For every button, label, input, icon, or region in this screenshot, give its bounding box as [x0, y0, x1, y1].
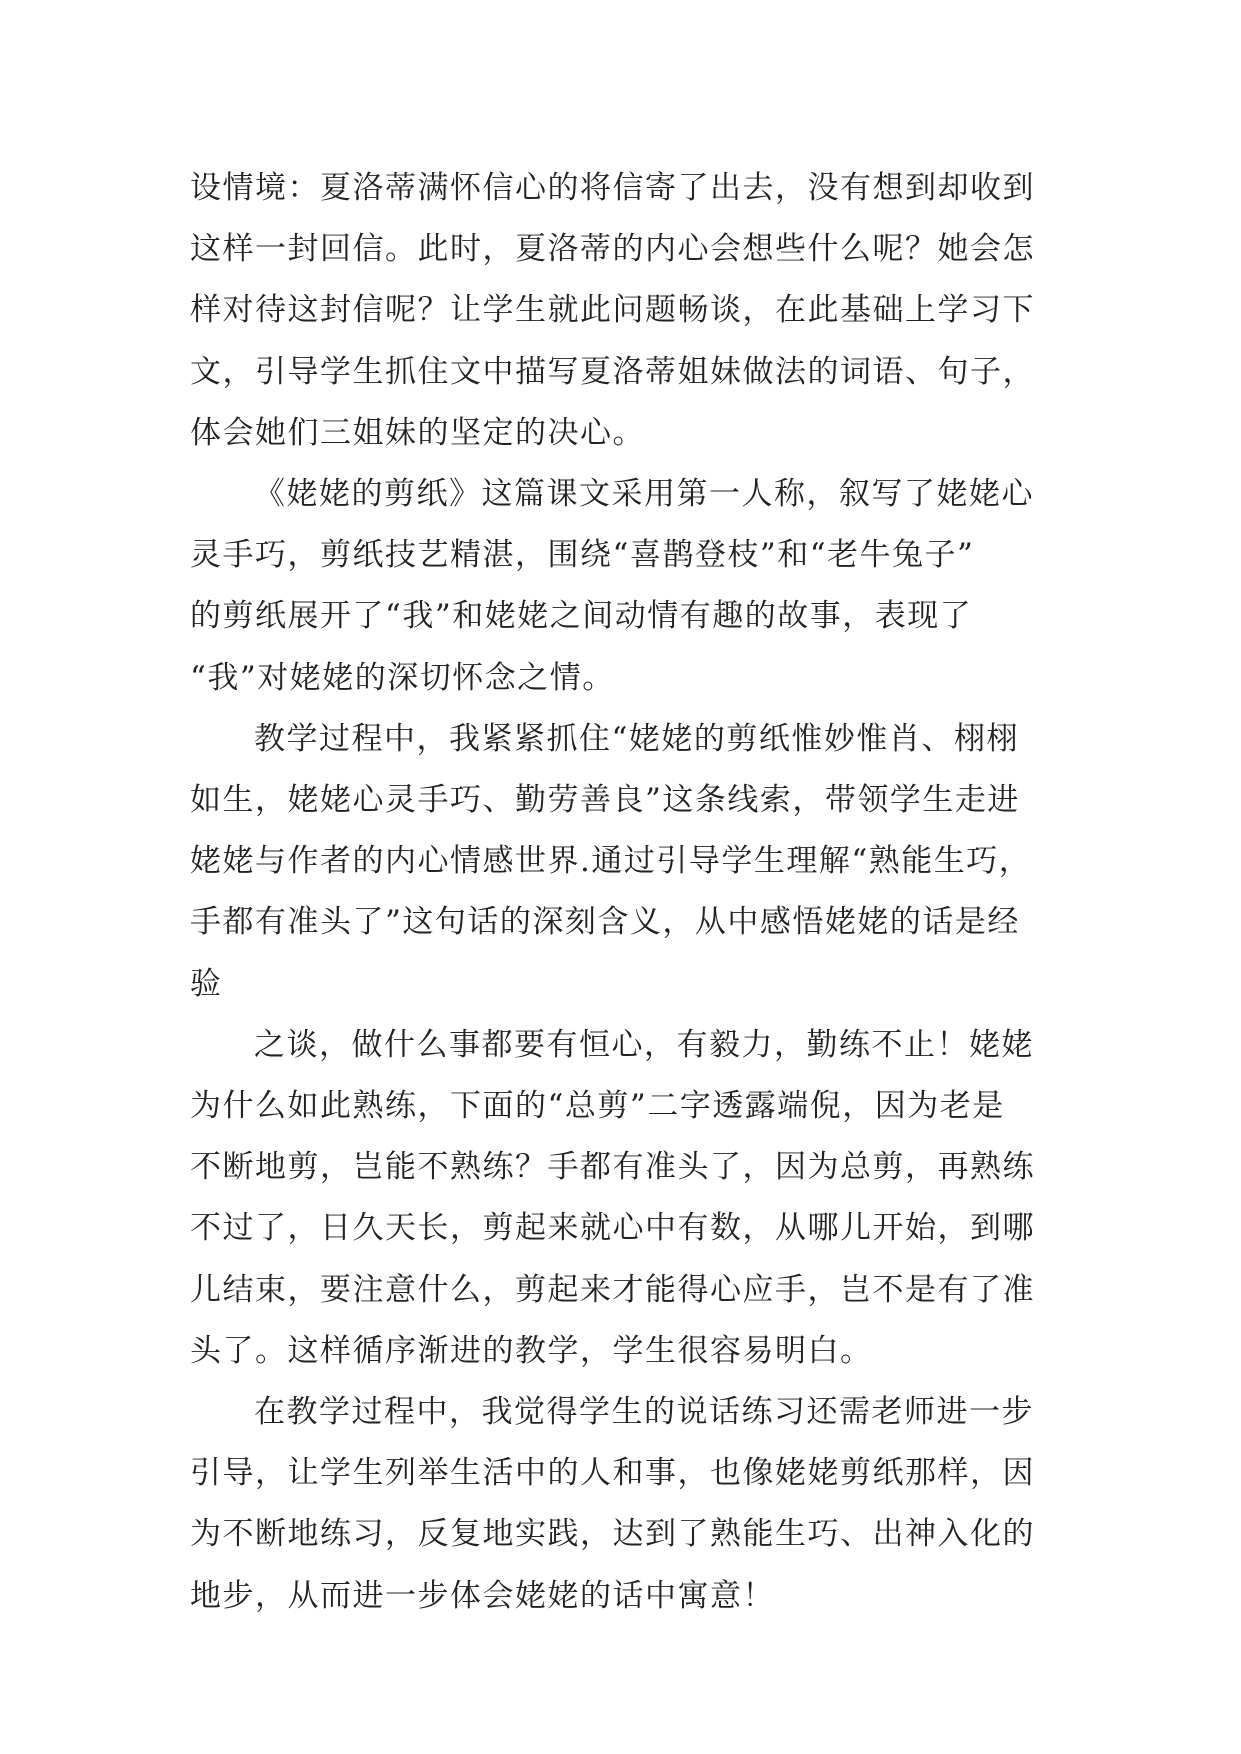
text-line: 地步，从而进一步体会姥姥的话中寓意！: [190, 1577, 775, 1614]
paragraph-start-line: 之谈，做什么事都要有恒心，有毅力，勤练不止！姥姥: [254, 1026, 1034, 1063]
text-line: 如生，姥姥心灵手巧、勤劳善良”这条线索，带领学生走进: [190, 782, 1020, 819]
text-line: 灵手巧，剪纸技艺精湛，围绕“喜鹊登枝”和“老牛兔子”: [190, 537, 975, 574]
text-line: 验: [190, 965, 223, 1002]
text-line: 引导，让学生列举生活中的人和事，也像姥姥剪纸那样，因: [190, 1455, 1035, 1492]
text-line: 设情境：夏洛蒂满怀信心的将信寄了出去，没有想到却收到: [190, 170, 1035, 206]
text-line: 体会她们三姐妹的坚定的决心。: [190, 414, 645, 451]
document-body: [190, 158, 1050, 1627]
text-line: “我”对姥姥的深切怀念之情。: [190, 659, 615, 696]
paragraph-start-line: 《姥姥的剪纸》这篇课文采用第一人称，叙写了姥姥心: [254, 476, 1034, 513]
text-line: 的剪纸展开了“我”和姥姥之间动情有趣的故事，表现了: [190, 598, 973, 635]
text-line: 为不断地练习，反复地实践，达到了熟能生巧、出神入化的: [190, 1516, 1035, 1553]
text-line: 姥姥与作者的内心情感世界.通过引导学生理解“熟能生巧，: [190, 843, 1032, 880]
text-line: 这样一封回信。此时，夏洛蒂的内心会想些什么呢？她会怎: [190, 231, 1035, 268]
text-line: 手都有准头了”这句话的深刻含义，从中感悟姥姥的话是经: [190, 904, 1020, 941]
text-line: 样对待这封信呢？让学生就此问题畅谈，在此基础上学习下: [190, 292, 1035, 329]
paragraph-start-line: 在教学过程中，我觉得学生的说话练习还需老师进一步: [254, 1394, 1034, 1431]
text-line: 文，引导学生抓住文中描写夏洛蒂姐妹做法的词语、句子，: [190, 353, 1035, 390]
text-line: 不过了，日久天长，剪起来就心中有数，从哪儿开始，到哪: [190, 1210, 1035, 1247]
text-line: 不断地剪，岂能不熟练？手都有准头了，因为总剪，再熟练: [190, 1149, 1035, 1186]
text-line: 为什么如此熟练，下面的“总剪”二字透露端倪，因为老是: [190, 1088, 1005, 1125]
text-line: 儿结束，要注意什么，剪起来才能得心应手，岂不是有了准: [190, 1271, 1035, 1308]
text-line: 头了。这样循序渐进的教学，学生很容易明白。: [190, 1332, 873, 1369]
paragraph-start-line: 教学过程中，我紧紧抓住“姥姥的剪纸惟妙惟肖、栩栩: [254, 720, 1019, 757]
